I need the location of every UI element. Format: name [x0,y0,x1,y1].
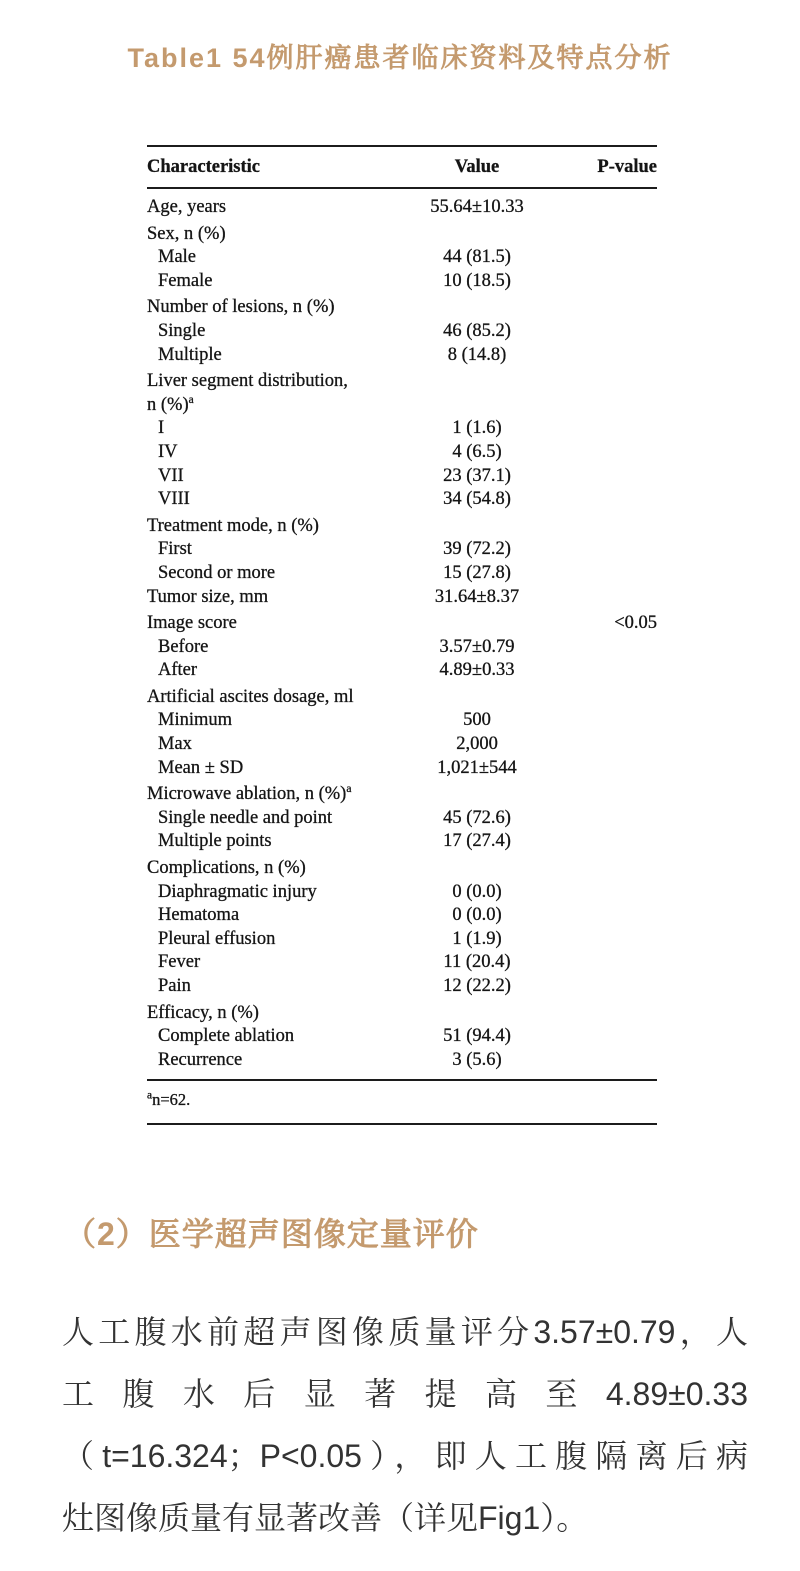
row-pvalue [557,659,657,683]
row-label: Minimum [158,710,233,731]
row-value: 17 (27.4) [443,831,511,852]
table-row [147,1002,657,1026]
row-value: 10 (18.5) [443,270,511,291]
row-value [397,223,557,247]
row-label: Age, years [147,197,227,217]
row-pvalue [557,515,657,539]
section-heading: （2）医学超声图像定量评价 [64,1216,479,1253]
row-label: Efficacy, n (%) [147,1002,259,1023]
table-row [147,733,657,757]
row-value: 1 (1.6) [452,418,502,439]
row-value: 39 (72.2) [443,539,511,560]
table-row [147,757,657,781]
row-pvalue [557,320,657,344]
row-label: Before [158,636,209,657]
table-row [147,320,657,344]
row-value: 4 (6.5) [452,441,502,462]
row-pvalue [557,686,657,710]
row-label: VII [158,465,184,486]
row-pvalue [557,441,657,465]
row-label: Tumor size, mm [147,586,269,607]
row-pvalue [557,904,657,928]
row-pvalue [557,1025,657,1049]
table-row [147,394,657,418]
row-pvalue [557,196,657,220]
row-pvalue [557,975,657,999]
row-value: 31.64±8.37 [434,586,520,607]
row-value [397,783,557,807]
body-paragraph [62,1301,748,1549]
row-pvalue [557,783,657,807]
table-row [147,562,657,586]
column-header-value: Value [454,156,500,177]
row-pvalue [557,344,657,368]
clinical-characteristics-table [147,145,657,1125]
row-label: Multiple points [158,831,272,852]
table-row [147,441,657,465]
row-value: 500 [463,710,491,731]
row-pvalue [557,538,657,562]
table-row [147,586,657,610]
table-body [147,189,657,1079]
table-row [147,975,657,999]
table-row [147,1049,657,1073]
paragraph-line: 灶图像质量有显著改善（详见Fig1）。 [62,1500,589,1537]
row-pvalue [557,951,657,975]
row-pvalue [557,246,657,270]
table-row [147,686,657,710]
row-value: 4.89±0.33 [439,660,515,681]
row-pvalue [557,417,657,441]
table-row [147,904,657,928]
row-label: Hematoma [158,905,240,926]
row-pvalue [557,928,657,952]
row-value: 0 (0.0) [452,905,502,926]
row-value: 46 (85.2) [443,320,511,341]
row-label: Diaphragmatic injury [158,881,317,902]
row-pvalue [557,394,657,418]
table-row [147,270,657,294]
column-header-characteristic: Characteristic [147,156,261,177]
row-pvalue [557,488,657,512]
row-value: 1,021±544 [437,757,517,778]
row-pvalue [557,830,657,854]
table-row [147,830,657,854]
row-pvalue [557,857,657,881]
row-label: Second or more [158,562,276,583]
row-value: 0 (0.0) [452,881,502,902]
table-row [147,223,657,247]
row-value: 12 (22.2) [443,976,511,996]
row-pvalue [557,1002,657,1026]
row-value [397,370,557,394]
table-row [147,857,657,881]
row-label: Liver segment distribution, [147,371,348,392]
table-row [147,488,657,512]
row-label: Male [158,247,197,268]
table-row [147,612,657,636]
row-value: 1 (1.9) [452,928,502,949]
row-value: 8 (14.8) [447,344,507,365]
table-row [147,515,657,539]
table-row [147,951,657,975]
row-label: Sex, n (%) [147,223,226,244]
row-value [397,612,557,636]
row-pvalue [557,370,657,394]
table-row [147,659,657,683]
row-value [397,515,557,539]
table-row [147,807,657,831]
row-label: Fever [158,952,201,973]
row-label: Complete ablation [158,1026,295,1047]
table-row [147,344,657,368]
row-value: 15 (27.8) [443,562,511,583]
row-pvalue [557,709,657,733]
row-label: First [158,539,192,560]
table-row [147,881,657,905]
table-title: Table1 54例肝癌患者临床资料及特点分析 [127,43,673,73]
row-pvalue [557,733,657,757]
row-pvalue [557,270,657,294]
table-row [147,370,657,394]
row-label: Mean ± SD [158,757,244,778]
table-row [147,246,657,270]
table-row [147,783,657,807]
row-pvalue [557,223,657,247]
row-value: 51 (94.4) [443,1026,511,1047]
row-pvalue [557,757,657,781]
row-label: Single [158,320,206,341]
row-label: Treatment mode, n (%) [147,515,319,536]
paragraph-line: （t=16.324；P<0.05），即人工腹隔离后病 [62,1438,748,1475]
footnote-text: n=62. [152,1090,191,1110]
table-row [147,709,657,733]
row-pvalue [557,296,657,320]
row-pvalue [557,586,657,610]
row-value [397,686,557,710]
row-value: 3.57±0.79 [439,636,515,657]
row-label: Max [158,734,192,755]
row-pvalue [557,1049,657,1073]
row-label: I [158,418,165,439]
row-label: Pain [158,976,191,996]
row-value: 23 (37.1) [443,465,511,486]
row-value: 55.64±10.33 [430,197,524,217]
row-pvalue [557,562,657,586]
row-label: Image score [147,613,237,634]
footnote-marker: a [147,1089,153,1102]
paragraph-line: 人工腹水前超声图像质量评分3.57±0.79，人 [62,1314,748,1351]
table-row [147,465,657,489]
row-value [397,394,557,418]
row-label: Microwave ablation, n (%)$^a$ [147,783,352,805]
row-pvalue: <0.05 [614,613,657,634]
paragraph-line: 工腹水后显著提高至4.89±0.33 [62,1376,748,1413]
table-header-row [147,147,657,189]
row-value [397,1002,557,1026]
row-pvalue [557,636,657,660]
row-label: n (%)$^a$ [147,393,194,415]
row-value [397,857,557,881]
row-value: 11 (20.4) [443,952,511,973]
column-header-pvalue: P-value [597,156,657,177]
row-label: VIII [158,489,190,510]
row-value: 45 (72.6) [443,807,511,828]
row-label: Complications, n (%) [147,858,306,879]
table-row [147,928,657,952]
row-label: Artificial ascites dosage, ml [147,686,354,707]
table-row [147,417,657,441]
table-row [147,196,657,220]
table-row [147,296,657,320]
row-label: Multiple [158,344,222,365]
table-row [147,1025,657,1049]
row-pvalue [557,807,657,831]
table-row [147,538,657,562]
row-label: Single needle and point [158,807,333,828]
table-row [147,636,657,660]
row-label: IV [158,441,178,462]
row-pvalue [557,881,657,905]
row-label: Female [158,270,213,291]
table-footnote [147,1079,657,1123]
row-value: 3 (5.6) [452,1049,502,1070]
row-value [397,296,557,320]
row-pvalue [557,465,657,489]
row-label: Number of lesions, n (%) [147,297,335,318]
row-value: 44 (81.5) [443,247,511,268]
row-value: 2,000 [456,734,498,755]
row-label: After [158,660,198,681]
row-label: Pleural effusion [158,928,276,949]
row-value: 34 (54.8) [443,489,511,510]
row-label: Recurrence [158,1049,243,1070]
